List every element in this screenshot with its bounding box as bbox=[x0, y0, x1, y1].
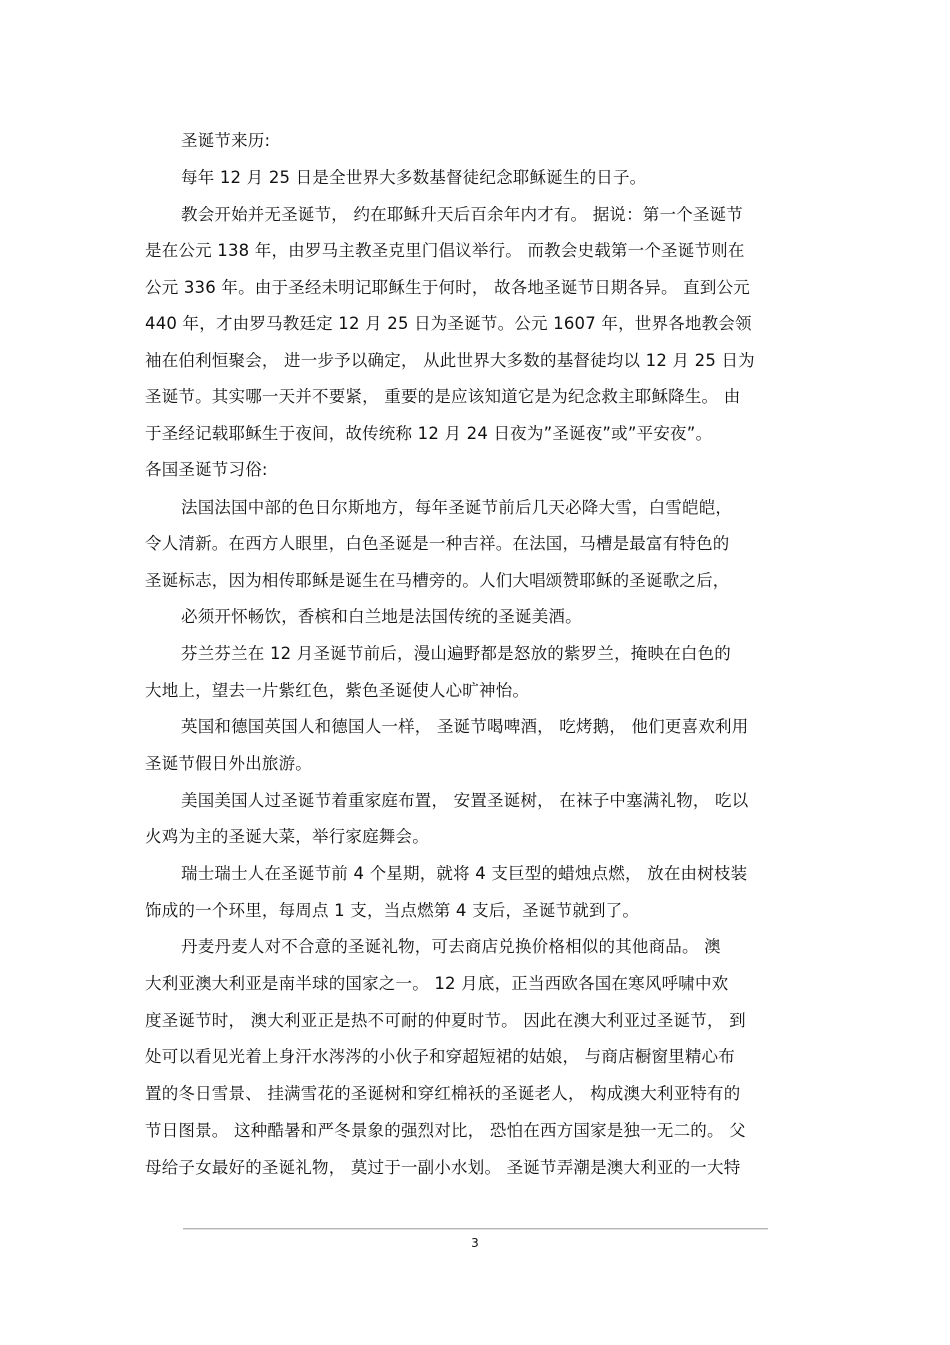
text-line: 处可以看见光着上身汗水涔涔的小伙子和穿超短裙的姑娘， 与商店橱窗里精心布 bbox=[145, 1047, 735, 1066]
text-line: 是在公元 138 年，由罗马主教圣克里门倡议举行。 而教会史载第一个圣诞节则在 bbox=[145, 241, 745, 260]
text-line: 440 年，才由罗马教廷定 12 月 25 日为圣诞节。公元 1607 年，世界各地教会领 bbox=[145, 314, 752, 333]
text-line: 度圣诞节时， 澳大利亚正是热不可耐的仲夏时节。 因此在澳大利亚过圣诞节， 到 bbox=[145, 1011, 746, 1030]
text-line: 教会开始并无圣诞节， 约在耶稣升天后百余年内才有。 据说：第一个圣诞节 bbox=[181, 205, 743, 224]
text-line: 英国和德国英国人和德国人一样， 圣诞节喝啤酒， 吃烤鹅， 他们更喜欢利用 bbox=[181, 717, 749, 736]
text-line: 芬兰芬兰在 12 月圣诞节前后，漫山遍野都是怒放的紫罗兰，掩映在白色的 bbox=[181, 644, 731, 663]
text-line: 火鸡为主的圣诞大菜，举行家庭舞会。 bbox=[145, 827, 429, 846]
text-line: 圣诞节假日外出旅游。 bbox=[145, 754, 312, 773]
text-line: 饰成的一个环里，每周点 1 支，当点燃第 4 支后，圣诞节就到了。 bbox=[145, 901, 640, 920]
text-line: 公元 336 年。由于圣经未明记耶稣生于何时， 故各地圣诞节日期各异。 直到公元 bbox=[145, 278, 750, 297]
text-line: 令人清新。在西方人眼里，白色圣诞是一种吉祥。在法国，马槽是最富有特色的 bbox=[145, 534, 730, 553]
section-heading-origin: 圣诞节来历: bbox=[181, 131, 271, 150]
text-line: 大利亚澳大利亚是南半球的国家之一。 12 月底，正当西欧各国在寒风呼啸中欢 bbox=[145, 974, 729, 993]
footer-divider bbox=[183, 1228, 768, 1229]
section-heading-customs: 各国圣诞节习俗: bbox=[145, 460, 268, 479]
text-line: 每年 12 月 25 日是全世界大多数基督徒纪念耶稣诞生的日子。 bbox=[181, 168, 647, 187]
text-line: 大地上，望去一片紫红色，紫色圣诞使人心旷神怡。 bbox=[145, 681, 530, 700]
text-line: 于圣经记载耶稣生于夜间，故传统称 12 月 24 日夜为”圣诞夜”或”平安夜”。 bbox=[145, 424, 713, 443]
text-line: 母给子女最好的圣诞礼物， 莫过于一副小水划。 圣诞节弄潮是澳大利亚的一大特 bbox=[145, 1158, 741, 1177]
text-line: 法国法国中部的色日尔斯地方，每年圣诞节前后几天必降大雪，白雪皑皑， bbox=[181, 498, 733, 517]
text-line: 置的冬日雪景、 挂满雪花的圣诞树和穿红棉袄的圣诞老人， 构成澳大利亚特有的 bbox=[145, 1084, 741, 1103]
text-line: 圣诞节。其实哪一天并不要紧， 重要的是应该知道它是为纪念救主耶稣降生。 由 bbox=[145, 387, 741, 406]
text-line: 圣诞标志，因为相传耶稣是诞生在马槽旁的。人们大唱颂赞耶稣的圣诞歌之后， bbox=[145, 571, 730, 590]
text-line: 丹麦丹麦人对不合意的圣诞礼物，可去商店兑换价格相似的其他商品。 澳 bbox=[181, 937, 721, 956]
text-line: 瑞士瑞士人在圣诞节前 4 个星期，就将 4 支巨型的蜡烛点燃， 放在由树枝装 bbox=[181, 864, 748, 883]
text-line: 节日图景。 这种酷暑和严冬景象的强烈对比， 恐怕在西方国家是独一无二的。 父 bbox=[145, 1121, 746, 1140]
page-number: 3 bbox=[471, 1236, 479, 1250]
text-line: 必须开怀畅饮，香槟和白兰地是法国传统的圣诞美酒。 bbox=[181, 607, 582, 626]
text-line: 美国美国人过圣诞节着重家庭布置， 安置圣诞树， 在袜子中塞满礼物， 吃以 bbox=[181, 791, 749, 810]
text-line: 袖在伯利恒聚会， 进一步予以确定， 从此世界大多数的基督徒均以 12 月 25 日为 bbox=[145, 351, 755, 370]
